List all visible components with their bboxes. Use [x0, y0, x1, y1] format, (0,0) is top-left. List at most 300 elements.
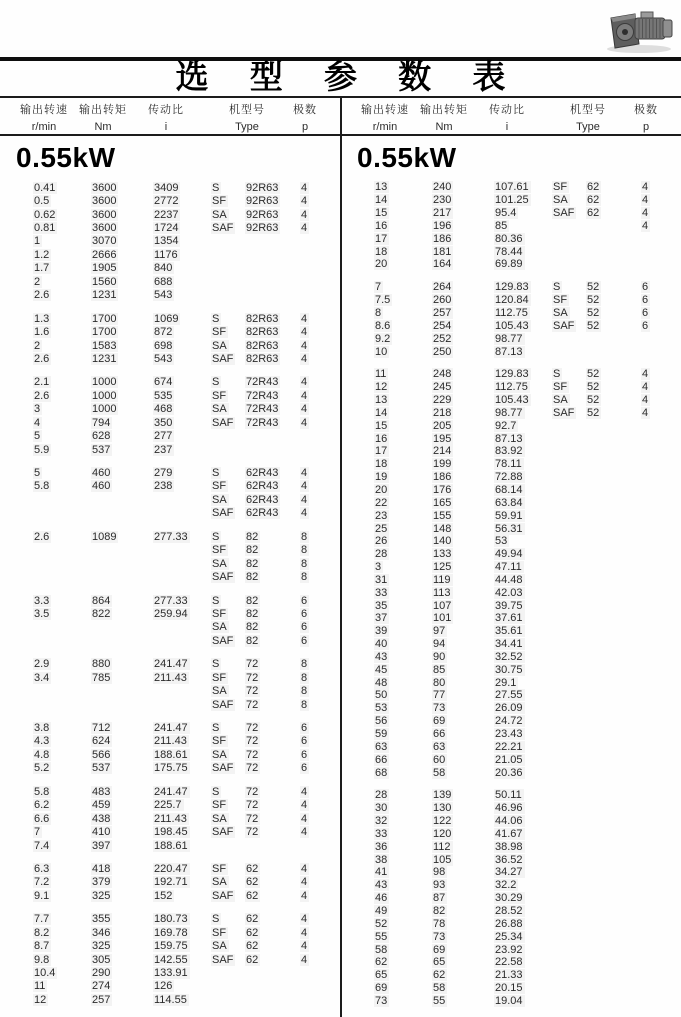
cell-ratio: 152	[154, 889, 173, 902]
cell-speed: 12	[375, 381, 388, 394]
cell-ratio: 872	[154, 326, 173, 339]
cell-speed: 18	[375, 245, 388, 258]
header-unit: Type	[576, 121, 600, 133]
cell-poles: 6	[642, 319, 649, 332]
cell-type-model: 72	[246, 812, 259, 825]
table-row	[341, 432, 681, 445]
cell-type-model: 52	[587, 294, 600, 307]
header-poles	[616, 101, 676, 133]
cell-torque: 305	[92, 953, 111, 966]
cell-ratio: 674	[154, 376, 173, 389]
header-unit: i	[164, 121, 168, 133]
cell-speed: 36	[375, 840, 388, 853]
header-label: 输出转矩	[420, 104, 468, 116]
table-row	[0, 671, 340, 684]
cell-type-model: 62	[246, 862, 259, 875]
cell-ratio: 87.13	[495, 432, 523, 445]
table-row	[341, 419, 681, 432]
cell-torque: 1231	[92, 352, 117, 365]
cell-type-prefix: SF	[212, 544, 227, 557]
table-row	[341, 194, 681, 207]
cell-speed: 2.6	[34, 389, 50, 402]
table-row	[341, 258, 681, 271]
table-row	[0, 352, 340, 365]
cell-ratio: 92.7	[495, 419, 517, 432]
cell-type-prefix: SA	[553, 394, 568, 407]
header-unit: r/min	[31, 121, 57, 133]
cell-speed: 13	[375, 394, 388, 407]
cell-poles: 6	[642, 307, 649, 320]
cell-speed: 7	[375, 281, 382, 294]
cell-ratio: 26.09	[495, 702, 523, 715]
cell-speed: 14	[375, 194, 388, 207]
cell-ratio: 543	[154, 289, 173, 302]
cell-type-model: 72R43	[246, 416, 279, 429]
cell-speed: 9.1	[34, 889, 50, 902]
cell-ratio: 44.06	[495, 815, 523, 828]
cell-torque: 3600	[92, 195, 117, 208]
cell-torque: 483	[92, 785, 111, 798]
cell-ratio: 1354	[154, 235, 179, 248]
cell-poles: 4	[301, 195, 308, 208]
cell-ratio: 44.48	[495, 573, 523, 586]
cell-speed: 3	[34, 403, 41, 416]
table-row	[0, 748, 340, 761]
cell-type-prefix: SA	[553, 194, 568, 207]
cell-speed: 5.2	[34, 762, 50, 775]
cell-ratio: 38.98	[495, 840, 523, 853]
cell-speed: 62	[375, 956, 388, 969]
cell-type-prefix: SAF	[212, 762, 234, 775]
table-header-left	[0, 101, 340, 134]
gear-motor-photo	[605, 4, 677, 56]
cell-torque: 69	[433, 715, 446, 728]
cell-torque: 164	[433, 258, 452, 271]
cell-type-model: 72	[246, 671, 259, 684]
cell-ratio: 46.96	[495, 802, 523, 815]
cell-torque: 195	[433, 432, 452, 445]
cell-torque: 438	[92, 812, 111, 825]
cell-type-model: 82R63	[246, 339, 279, 352]
header-unit: i	[505, 121, 509, 133]
cell-type-model: 62	[587, 181, 600, 194]
cell-type-model: 72	[246, 658, 259, 671]
cell-ratio: 34.41	[495, 638, 523, 651]
cell-speed: 3	[375, 561, 382, 574]
parameter-group	[0, 466, 340, 520]
cell-poles: 4	[301, 926, 308, 939]
cell-torque: 98	[433, 866, 446, 879]
header-output-speed	[10, 101, 78, 133]
cell-poles: 8	[301, 671, 308, 684]
cell-ratio: 105.43	[495, 319, 529, 332]
cell-ratio: 1176	[154, 248, 178, 261]
cell-poles: 8	[301, 685, 308, 698]
table-row	[341, 638, 681, 651]
cell-ratio: 98.77	[495, 406, 523, 419]
cell-torque: 1089	[92, 530, 117, 543]
parameter-group	[341, 789, 681, 1007]
cell-ratio: 133.91	[154, 967, 188, 980]
cell-poles: 8	[301, 698, 308, 711]
cell-torque: 248	[433, 368, 452, 381]
cell-ratio: 85	[495, 219, 508, 232]
table-row	[0, 939, 340, 952]
table-row	[0, 325, 340, 338]
cell-type-prefix: SA	[212, 685, 227, 698]
table-row	[0, 735, 340, 748]
cell-ratio: 22.58	[495, 956, 523, 969]
cell-speed: 39	[375, 625, 388, 638]
cell-type-model: 52	[587, 381, 600, 394]
table-row	[0, 607, 340, 620]
cell-type-prefix: SAF	[212, 634, 234, 647]
data-column-right	[341, 139, 681, 1007]
cell-type-model: 52	[587, 368, 600, 381]
cell-type-prefix: S	[212, 913, 220, 926]
cell-torque: 1700	[92, 312, 117, 325]
cell-speed: 5.8	[34, 785, 50, 798]
table-row	[341, 930, 681, 943]
table-row	[341, 509, 681, 522]
cell-torque: 3600	[92, 222, 117, 235]
cell-torque: 119	[433, 573, 451, 586]
cell-ratio: 169.78	[154, 926, 188, 939]
cell-torque: 82	[433, 904, 446, 917]
table-row	[341, 753, 681, 766]
cell-torque: 537	[92, 762, 111, 775]
cell-type-prefix: S	[212, 181, 220, 194]
cell-speed: 53	[375, 702, 388, 715]
table-row	[0, 812, 340, 825]
cell-speed: 33	[375, 586, 388, 599]
cell-torque: 325	[92, 940, 111, 953]
table-row	[0, 544, 340, 557]
cell-speed: 59	[375, 728, 388, 741]
cell-speed: 28	[375, 789, 388, 802]
cell-speed: 48	[375, 676, 388, 689]
cell-speed: 16	[375, 219, 388, 232]
parameter-group	[0, 913, 340, 1007]
cell-speed: 6.2	[34, 799, 50, 812]
cell-torque: 624	[92, 735, 111, 748]
cell-ratio: 211.43	[154, 671, 187, 684]
cell-type-prefix: SA	[212, 876, 227, 889]
cell-torque: 794	[92, 416, 111, 429]
cell-ratio: 29.1	[495, 676, 517, 689]
cell-ratio: 180.73	[154, 913, 188, 926]
cell-ratio: 50.11	[495, 789, 522, 802]
table-row	[0, 698, 340, 711]
table-row	[341, 715, 681, 728]
cell-torque: 165	[433, 496, 452, 509]
table-row	[0, 248, 340, 261]
cell-type-prefix: S	[553, 368, 561, 381]
cell-speed: 12	[34, 993, 47, 1006]
table-row	[0, 289, 340, 302]
cell-type-prefix: SF	[212, 195, 227, 208]
cell-speed: 20	[375, 258, 388, 271]
cell-speed: 16	[375, 432, 388, 445]
cell-ratio: 27.55	[495, 689, 523, 702]
cell-type-model: 72	[246, 735, 259, 748]
table-row	[341, 599, 681, 612]
cell-ratio: 1724	[154, 222, 179, 235]
cell-torque: 3600	[92, 208, 117, 221]
cell-ratio: 49.94	[495, 548, 523, 561]
table-row	[0, 443, 340, 456]
cell-speed: 68	[375, 766, 388, 779]
table-row	[341, 220, 681, 233]
cell-type-model: 72	[246, 762, 259, 775]
cell-speed: 1.3	[34, 312, 50, 325]
cell-poles: 4	[301, 826, 308, 839]
table-header-right	[341, 101, 681, 134]
cell-speed: 23	[375, 509, 388, 522]
cell-ratio: 543	[154, 352, 173, 365]
cell-ratio: 277.33	[154, 594, 188, 607]
cell-torque: 66	[433, 728, 446, 741]
cell-speed: 2.6	[34, 352, 50, 365]
cell-type-model: 52	[587, 281, 600, 294]
cell-speed: 3.3	[34, 594, 50, 607]
table-row	[341, 828, 681, 841]
cell-torque: 1560	[92, 275, 117, 288]
cell-ratio: 72.88	[495, 471, 523, 484]
cell-poles: 4	[301, 799, 308, 812]
cell-speed: 52	[375, 917, 388, 930]
cell-type-prefix: SA	[212, 208, 227, 221]
cell-ratio: 188.61	[154, 839, 188, 852]
table-row	[341, 766, 681, 779]
table-row	[341, 535, 681, 548]
cell-speed: 19	[375, 471, 388, 484]
cell-speed: 4	[34, 416, 41, 429]
cell-type-model: 62	[246, 940, 259, 953]
cell-type-prefix: SAF	[553, 207, 575, 220]
cell-type-prefix: SF	[212, 862, 227, 875]
cell-speed: 22	[375, 496, 388, 509]
table-row	[0, 466, 340, 479]
cell-ratio: 59.91	[495, 509, 523, 522]
table-row	[341, 879, 681, 892]
cell-speed: 4.8	[34, 748, 50, 761]
table-row	[0, 926, 340, 939]
cell-poles: 4	[301, 312, 308, 325]
cell-poles: 4	[301, 326, 308, 339]
cell-type-model: 92R63	[246, 195, 279, 208]
cell-speed: 28	[375, 548, 388, 561]
cell-torque: 3070	[92, 235, 117, 248]
cell-torque: 186	[433, 232, 452, 245]
cell-speed: 7.5	[375, 294, 391, 307]
cell-speed: 2.9	[34, 658, 50, 671]
cell-ratio: 129.83	[495, 368, 529, 381]
cell-speed: 17	[375, 232, 388, 245]
cell-torque: 155	[433, 509, 452, 522]
header-poles	[275, 101, 335, 133]
table-row	[341, 281, 681, 294]
cell-type-model: 82	[246, 594, 259, 607]
cell-type-model: 82	[246, 634, 259, 647]
cell-torque: 205	[433, 419, 452, 432]
table-row	[0, 403, 340, 416]
table-row	[0, 634, 340, 647]
table-row	[0, 339, 340, 352]
cell-speed: 50	[375, 689, 388, 702]
cell-speed: 35	[375, 599, 388, 612]
cell-ratio: 3409	[154, 181, 179, 194]
cell-torque: 460	[92, 467, 111, 480]
table-row	[341, 548, 681, 561]
cell-torque: 250	[433, 345, 452, 358]
table-row	[341, 728, 681, 741]
cell-speed: 5.8	[34, 480, 50, 493]
cell-torque: 148	[433, 522, 452, 535]
cell-poles: 4	[642, 406, 649, 419]
cell-speed: 5.9	[34, 443, 50, 456]
cell-speed: 66	[375, 753, 388, 766]
cell-ratio: 21.33	[495, 969, 523, 982]
cell-torque: 125	[433, 561, 452, 574]
cell-ratio: 36.52	[495, 853, 523, 866]
cell-torque: 217	[433, 207, 452, 220]
table-row	[341, 740, 681, 753]
cell-ratio: 47.11	[495, 561, 522, 574]
table-row	[341, 381, 681, 394]
header-label: 输出转速	[20, 104, 68, 116]
cell-poles: 6	[301, 735, 308, 748]
cell-torque: 325	[92, 889, 111, 902]
table-row	[0, 493, 340, 506]
cell-torque: 1583	[92, 339, 117, 352]
cell-speed: 4.3	[34, 735, 50, 748]
cell-torque: 1000	[92, 403, 117, 416]
cell-type-model: 92R63	[246, 208, 279, 221]
cell-type-prefix: SAF	[212, 826, 234, 839]
table-row	[341, 368, 681, 381]
cell-type-prefix: SAF	[212, 571, 234, 584]
table-row	[341, 332, 681, 345]
cell-type-prefix: SA	[212, 339, 227, 352]
table-row	[341, 663, 681, 676]
parameter-group	[0, 658, 340, 712]
cell-torque: 355	[92, 913, 111, 926]
cell-ratio: 107.61	[495, 181, 529, 194]
cell-torque: 218	[433, 406, 452, 419]
cell-ratio: 2772	[154, 195, 179, 208]
cell-speed: 37	[375, 612, 388, 625]
parameter-group	[0, 721, 340, 775]
cell-type-prefix: SAF	[212, 352, 234, 365]
cell-poles: 4	[301, 222, 308, 235]
table-row	[0, 721, 340, 734]
cell-type-prefix: SF	[212, 735, 227, 748]
cell-speed: 2.6	[34, 289, 50, 302]
cell-speed: 1	[34, 235, 41, 248]
cell-speed: 32	[375, 815, 388, 828]
cell-type-prefix: SA	[212, 748, 227, 761]
cell-ratio: 114.55	[154, 993, 187, 1006]
cell-torque: 80	[433, 676, 446, 689]
header-label: 输出转速	[361, 104, 409, 116]
header-label: 传动比	[148, 104, 184, 116]
cell-speed: 0.81	[34, 222, 56, 235]
cell-type-model: 92R63	[246, 222, 279, 235]
header-output-torque	[413, 101, 475, 133]
cell-torque: 264	[433, 281, 452, 294]
cell-speed: 5	[34, 467, 41, 480]
cell-torque: 260	[433, 294, 452, 307]
cell-ratio: 69.89	[495, 258, 523, 271]
cell-torque: 229	[433, 394, 452, 407]
cell-ratio: 21.05	[495, 753, 523, 766]
cell-type-model: 62	[246, 953, 259, 966]
cell-torque: 85	[433, 663, 446, 676]
cell-torque: 90	[433, 650, 446, 663]
cell-torque: 60	[433, 753, 446, 766]
cell-poles: 4	[301, 876, 308, 889]
cell-ratio: 2237	[154, 208, 179, 221]
cell-ratio: 98.77	[495, 332, 523, 345]
cell-torque: 274	[92, 980, 111, 993]
parameter-group	[0, 312, 340, 366]
cell-ratio: 211.43	[154, 735, 187, 748]
cell-ratio: 225.7	[154, 799, 182, 812]
cell-type-prefix: S	[212, 530, 220, 543]
table-row	[341, 484, 681, 497]
cell-type-model: 52	[587, 307, 600, 320]
table-row	[341, 612, 681, 625]
cell-ratio: 1069	[154, 312, 179, 325]
cell-ratio: 238	[154, 480, 173, 493]
cell-poles: 6	[642, 294, 649, 307]
table-row	[341, 689, 681, 702]
cell-ratio: 698	[154, 339, 173, 352]
cell-torque: 58	[433, 766, 446, 779]
cell-type-model: 72	[246, 698, 259, 711]
cell-ratio: 78.11	[495, 458, 522, 471]
table-row	[0, 594, 340, 607]
cell-speed: 25	[375, 522, 388, 535]
header-unit: Nm	[94, 121, 112, 133]
table-row	[0, 429, 340, 442]
cell-poles: 4	[301, 940, 308, 953]
cell-torque: 105	[433, 853, 452, 866]
power-rating-label: 0.55kW	[16, 142, 116, 173]
table-row	[341, 307, 681, 320]
cell-torque: 55	[433, 994, 446, 1007]
cell-speed: 11	[375, 368, 387, 381]
cell-poles: 8	[301, 658, 308, 671]
cell-type-model: 72	[246, 685, 259, 698]
cell-ratio: 42.03	[495, 586, 523, 599]
table-row	[341, 586, 681, 599]
cell-speed: 40	[375, 638, 388, 651]
cell-type-model: 82R63	[246, 312, 279, 325]
cell-poles: 6	[642, 281, 649, 294]
cell-type-model: 62	[246, 889, 259, 902]
table-row	[341, 319, 681, 332]
cell-poles: 4	[301, 785, 308, 798]
cell-poles: 6	[301, 621, 308, 634]
table-row	[0, 221, 340, 234]
cell-speed: 5	[34, 430, 41, 443]
cell-speed: 49	[375, 904, 388, 917]
table-row	[341, 802, 681, 815]
cell-type-prefix: SF	[553, 294, 568, 307]
header-output-speed	[351, 101, 419, 133]
